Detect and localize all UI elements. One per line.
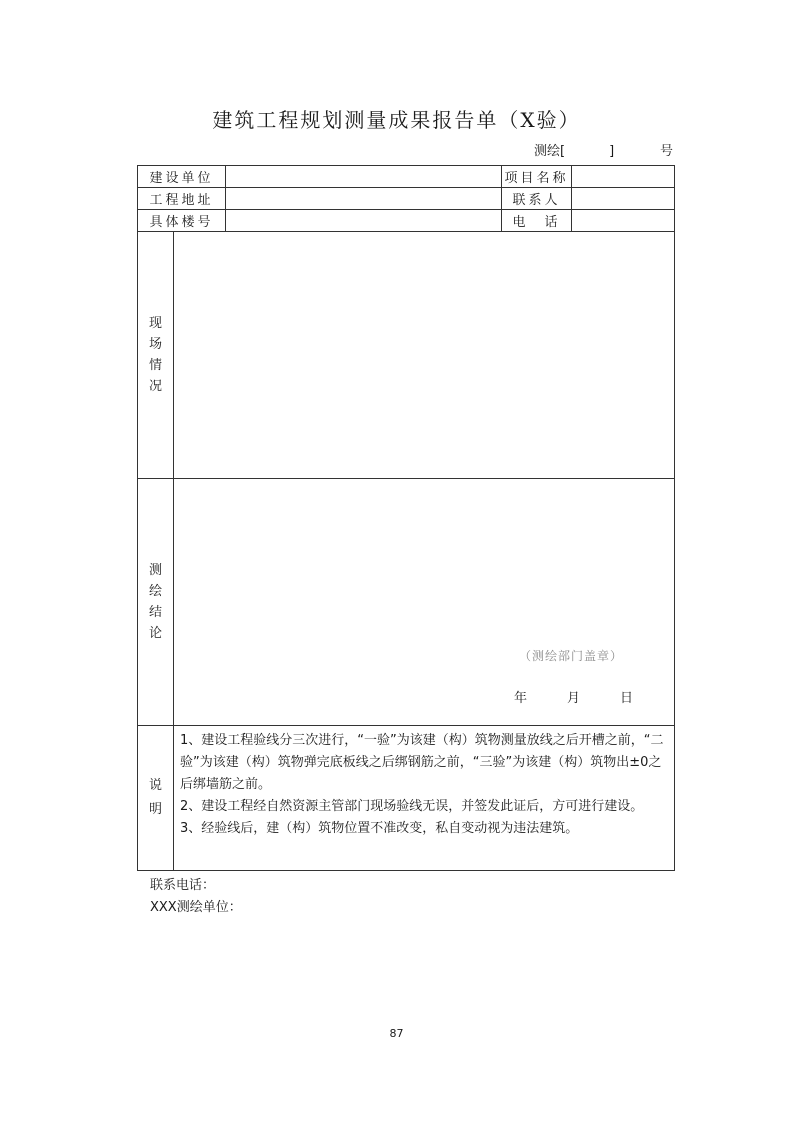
date-month: 月 [567,691,581,706]
note-item: 1、建设工程验线分三次进行，“一验”为该建（构）筑物测量放线之后开槽之前，“二验”为该建（构）筑物弹完底板线之后绑钢筋之前，“三验”为该建（构）筑物出±0之后绑墙筋之前。 [180,733,664,792]
field-project-name[interactable] [572,166,675,188]
label-contact-person: 联系人 [502,188,572,210]
label-notes: 说明 [138,726,174,871]
row-survey-conclusion [138,479,675,726]
serial-prefix: 测绘[ [534,144,566,159]
row-notes [138,726,675,871]
field-contact-person[interactable] [572,188,675,210]
label-site-situation: 现场情况 [138,232,174,479]
row-building-number [138,210,675,232]
label-phone: 电 话 [502,210,572,232]
field-construction-unit[interactable] [226,166,502,188]
field-project-address[interactable] [226,188,502,210]
date-day: 日 [620,691,634,706]
label-construction-unit: 建设单位 [138,166,226,188]
row-site-situation [138,232,675,479]
date-year: 年 [514,691,528,706]
report-form-table [137,165,675,871]
field-building-number[interactable] [226,210,502,232]
label-project-name: 项目名称 [502,166,572,188]
field-site-situation[interactable] [174,232,675,479]
serial-suffix: 号 [660,144,674,159]
seal-note: （测绘部门盖章） [519,649,624,663]
serial-bracket-close: ] [609,144,615,159]
label-project-address: 工程地址 [138,188,226,210]
note-item: 3、经验线后，建（构）筑物位置不准改变，私自变动视为违法建筑。 [180,821,579,836]
footer-survey-unit: XXX测绘单位： [150,900,242,915]
field-survey-conclusion[interactable] [174,479,675,726]
notes-content [174,726,675,871]
footer-contact-phone: 联系电话： [150,878,216,893]
date-line [514,687,633,706]
row-construction-unit [138,166,675,188]
page-title: 建筑工程规划测量成果报告单（X验） [212,108,581,132]
label-building-number: 具体楼号 [138,210,226,232]
row-project-address [138,188,675,210]
field-phone[interactable] [572,210,675,232]
serial-number [534,140,674,159]
label-survey-conclusion: 测绘结论 [138,479,174,726]
page-number: 87 [389,1027,404,1040]
note-item: 2、建设工程经自然资源主管部门现场验线无误，并签发此证后，方可进行建设。 [180,799,644,814]
